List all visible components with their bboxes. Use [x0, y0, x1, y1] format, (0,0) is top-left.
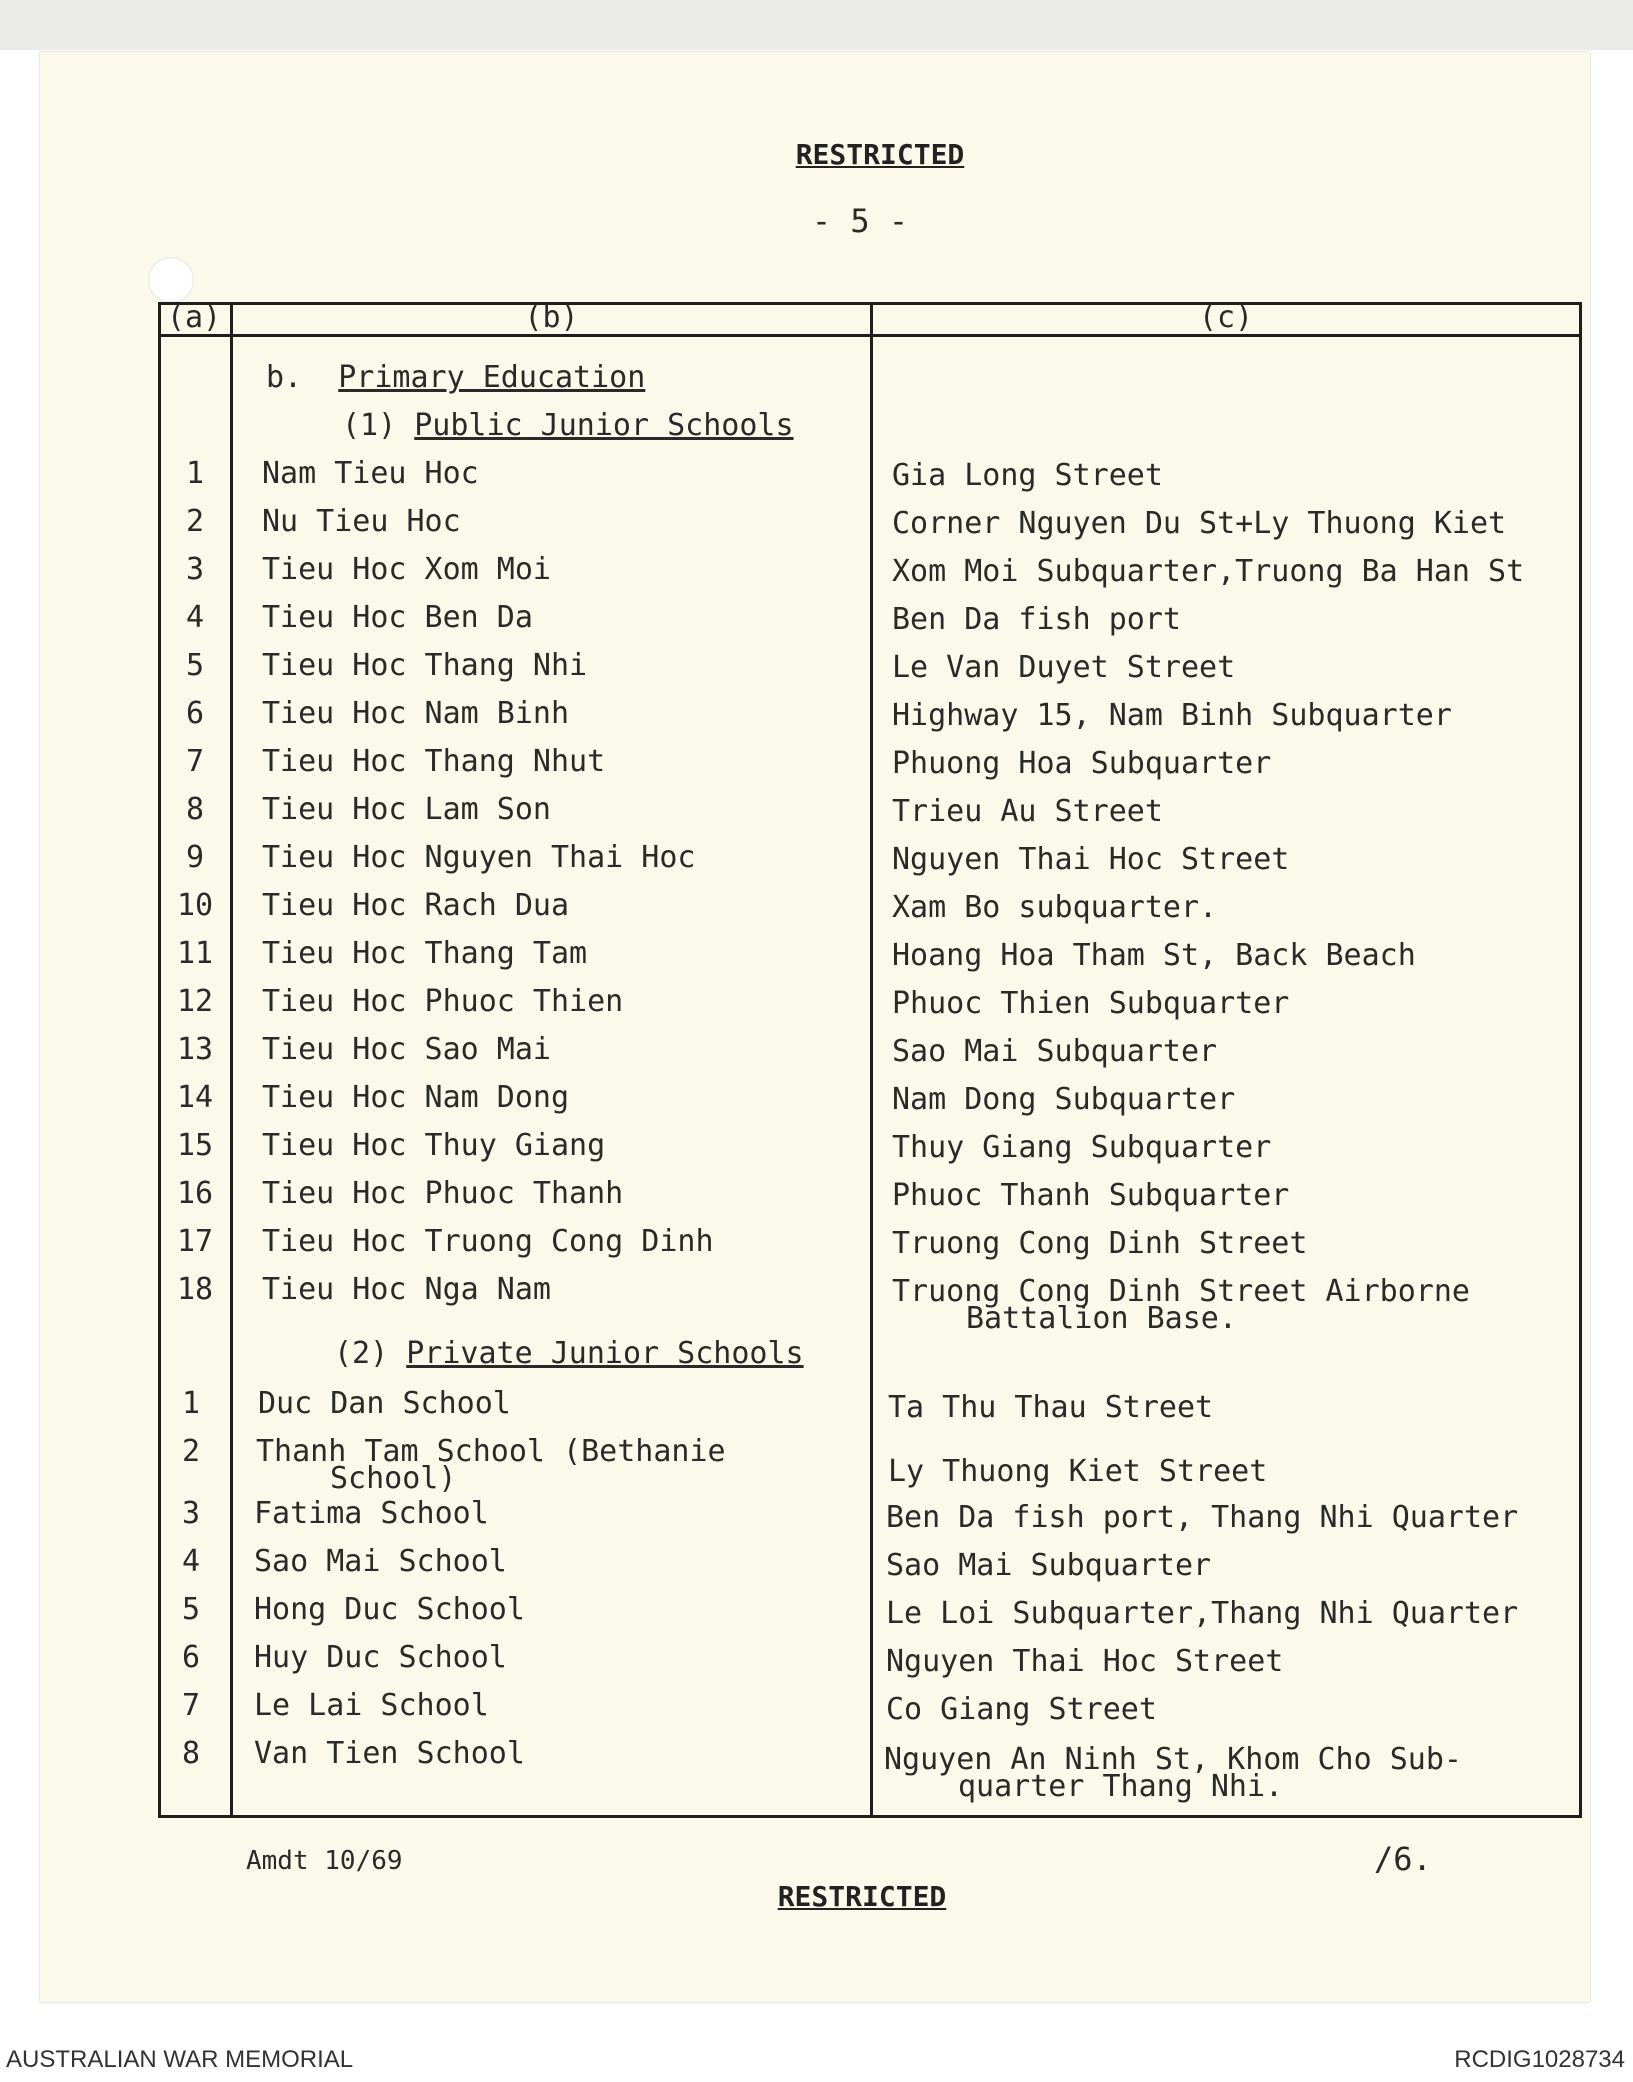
school-location: Co Giang Street: [886, 1692, 1157, 1727]
table-row-number: 13: [176, 1032, 214, 1067]
column-header-b: (b): [524, 300, 579, 335]
school-name: Fatima School: [254, 1496, 489, 1531]
school-name: Tieu Hoc Ben Da: [262, 600, 533, 635]
school-name: Tieu Hoc Thang Nhi: [262, 648, 588, 683]
table-row-number: 1: [185, 456, 205, 491]
table-right-rule: [1579, 302, 1582, 1818]
school-name: Hong Duc School: [254, 1592, 525, 1627]
school-name-line2: School): [330, 1461, 457, 1496]
school-location: [884, 1742, 1462, 1804]
school-name: Nu Tieu Hoc: [262, 504, 461, 539]
table-row-number: 7: [181, 1688, 201, 1723]
school-name: Tieu Hoc Phuoc Thien: [262, 984, 624, 1019]
schools-table: [158, 302, 1582, 1818]
table-left-rule: [158, 302, 161, 1818]
archive-id: RCDIG1028734: [1454, 2046, 1625, 2073]
school-location-line1: Truong Cong Dinh Street Airborne: [892, 1274, 1470, 1309]
school-location: Le Van Duyet Street: [892, 650, 1236, 685]
public-schools-heading: [342, 408, 794, 443]
amendment-note: Amdt 10/69: [246, 1846, 403, 1876]
scan-background-strip: [0, 0, 1633, 50]
school-location-line2: Battalion Base.: [966, 1301, 1237, 1336]
school-name: Sao Mai School: [254, 1544, 507, 1579]
school-name: Tieu Hoc Nam Dong: [262, 1080, 570, 1115]
classification-header: RESTRICTED: [795, 138, 965, 171]
school-name: Tieu Hoc Nguyen Thai Hoc: [262, 840, 696, 875]
table-row-number: 14: [176, 1080, 214, 1115]
school-name: Tieu Hoc Phuoc Thanh: [262, 1176, 624, 1211]
table-row-number: 15: [176, 1128, 214, 1163]
school-location: Nguyen Thai Hoc Street: [886, 1644, 1284, 1679]
school-name: Tieu Hoc Lam Son: [262, 792, 551, 827]
archive-caption: AUSTRALIAN WAR MEMORIAL: [6, 2046, 354, 2073]
school-location: Nguyen Thai Hoc Street: [892, 842, 1290, 877]
school-name: Tieu Hoc Rach Dua: [262, 888, 570, 923]
private-heading-number: (2): [334, 1336, 389, 1371]
table-row-number: 4: [181, 1544, 201, 1579]
school-location: Phuoc Thanh Subquarter: [892, 1178, 1290, 1213]
section-heading: [266, 360, 645, 395]
column-a-rule: [230, 302, 233, 1818]
school-location: Phuong Hoa Subquarter: [892, 746, 1272, 781]
school-location: Ta Thu Thau Street: [888, 1390, 1214, 1425]
school-name: Tieu Hoc Nga Nam: [262, 1272, 551, 1307]
table-row-number: 7: [185, 744, 205, 779]
school-name-line1: Thanh Tam School (Bethanie: [256, 1434, 726, 1469]
table-row-number: 6: [181, 1640, 201, 1675]
school-location: Xam Bo subquarter.: [892, 890, 1218, 925]
table-row-number: 4: [185, 600, 205, 635]
school-location: [892, 1274, 1470, 1336]
private-heading-title: Private Junior Schools: [406, 1336, 804, 1371]
school-location: Ben Da fish port: [892, 602, 1181, 637]
table-row-number: 2: [185, 504, 205, 539]
school-location-line1: Nguyen An Ninh St, Khom Cho Sub-: [884, 1742, 1462, 1777]
school-location: Trieu Au Street: [892, 794, 1163, 829]
school-location: Truong Cong Dinh Street: [892, 1226, 1308, 1261]
table-row-number: 10: [176, 888, 214, 923]
table-row-number: 11: [176, 936, 214, 971]
school-location: Xom Moi Subquarter,Truong Ba Han St: [892, 554, 1525, 589]
punch-hole: [148, 257, 194, 303]
classification-footer: RESTRICTED: [777, 1880, 947, 1913]
school-location: Ben Da fish port, Thang Nhi Quarter: [886, 1500, 1519, 1535]
school-name: Tieu Hoc Thuy Giang: [262, 1128, 606, 1163]
school-location: Hoang Hoa Tham St, Back Beach: [892, 938, 1416, 973]
school-location-line2: quarter Thang Nhi.: [958, 1769, 1284, 1804]
school-location: Thuy Giang Subquarter: [892, 1130, 1272, 1165]
table-row-number: 3: [181, 1496, 201, 1531]
private-schools-heading: [334, 1336, 804, 1371]
table-row-number: 12: [176, 984, 214, 1019]
table-row-number: 6: [185, 696, 205, 731]
table-row-number: 5: [181, 1592, 201, 1627]
school-name: Tieu Hoc Thang Nhut: [262, 744, 606, 779]
table-row-number: 3: [185, 552, 205, 587]
school-name: Tieu Hoc Xom Moi: [262, 552, 551, 587]
school-name: Tieu Hoc Sao Mai: [262, 1032, 551, 1067]
school-name: Nam Tieu Hoc: [262, 456, 479, 491]
school-name: Van Tien School: [254, 1736, 525, 1771]
table-row-number: 16: [176, 1176, 214, 1211]
school-location: Ly Thuong Kiet Street: [888, 1454, 1268, 1489]
table-row-number: 9: [185, 840, 205, 875]
column-b-rule: [870, 302, 873, 1818]
school-name: Tieu Hoc Nam Binh: [262, 696, 570, 731]
school-name: Huy Duc School: [254, 1640, 507, 1675]
next-page-marker: /6.: [1374, 1840, 1432, 1878]
school-name: Le Lai School: [254, 1688, 489, 1723]
column-header-a: (a): [166, 300, 222, 335]
school-name: Tieu Hoc Truong Cong Dinh: [262, 1224, 714, 1259]
school-name: Tieu Hoc Thang Tam: [262, 936, 588, 971]
table-row-number: 5: [185, 648, 205, 683]
school-name: Duc Dan School: [258, 1386, 511, 1421]
section-letter: b.: [266, 360, 303, 395]
school-location: Sao Mai Subquarter: [892, 1034, 1218, 1069]
table-row-number: 17: [176, 1224, 214, 1259]
school-location: Phuoc Thien Subquarter: [892, 986, 1290, 1021]
table-row-number: 1: [181, 1386, 201, 1421]
school-location: Le Loi Subquarter,Thang Nhi Quarter: [886, 1596, 1519, 1631]
page-number: - 5 -: [811, 202, 909, 240]
column-header-c: (c): [1198, 300, 1254, 335]
school-location: Highway 15, Nam Binh Subquarter: [892, 698, 1452, 733]
school-location: Sao Mai Subquarter: [886, 1548, 1212, 1583]
table-row-number: 2: [181, 1434, 201, 1469]
school-name: [256, 1434, 726, 1496]
table-row-number: 8: [181, 1736, 201, 1771]
public-heading-title: Public Junior Schools: [414, 408, 794, 443]
public-heading-number: (1): [342, 408, 397, 443]
school-location: Corner Nguyen Du St+Ly Thuong Kiet: [892, 506, 1507, 541]
school-location: Nam Dong Subquarter: [892, 1082, 1236, 1117]
section-title: Primary Education: [338, 360, 646, 395]
school-location: Gia Long Street: [892, 458, 1163, 493]
table-row-number: 18: [176, 1272, 214, 1307]
table-row-number: 8: [185, 792, 205, 827]
